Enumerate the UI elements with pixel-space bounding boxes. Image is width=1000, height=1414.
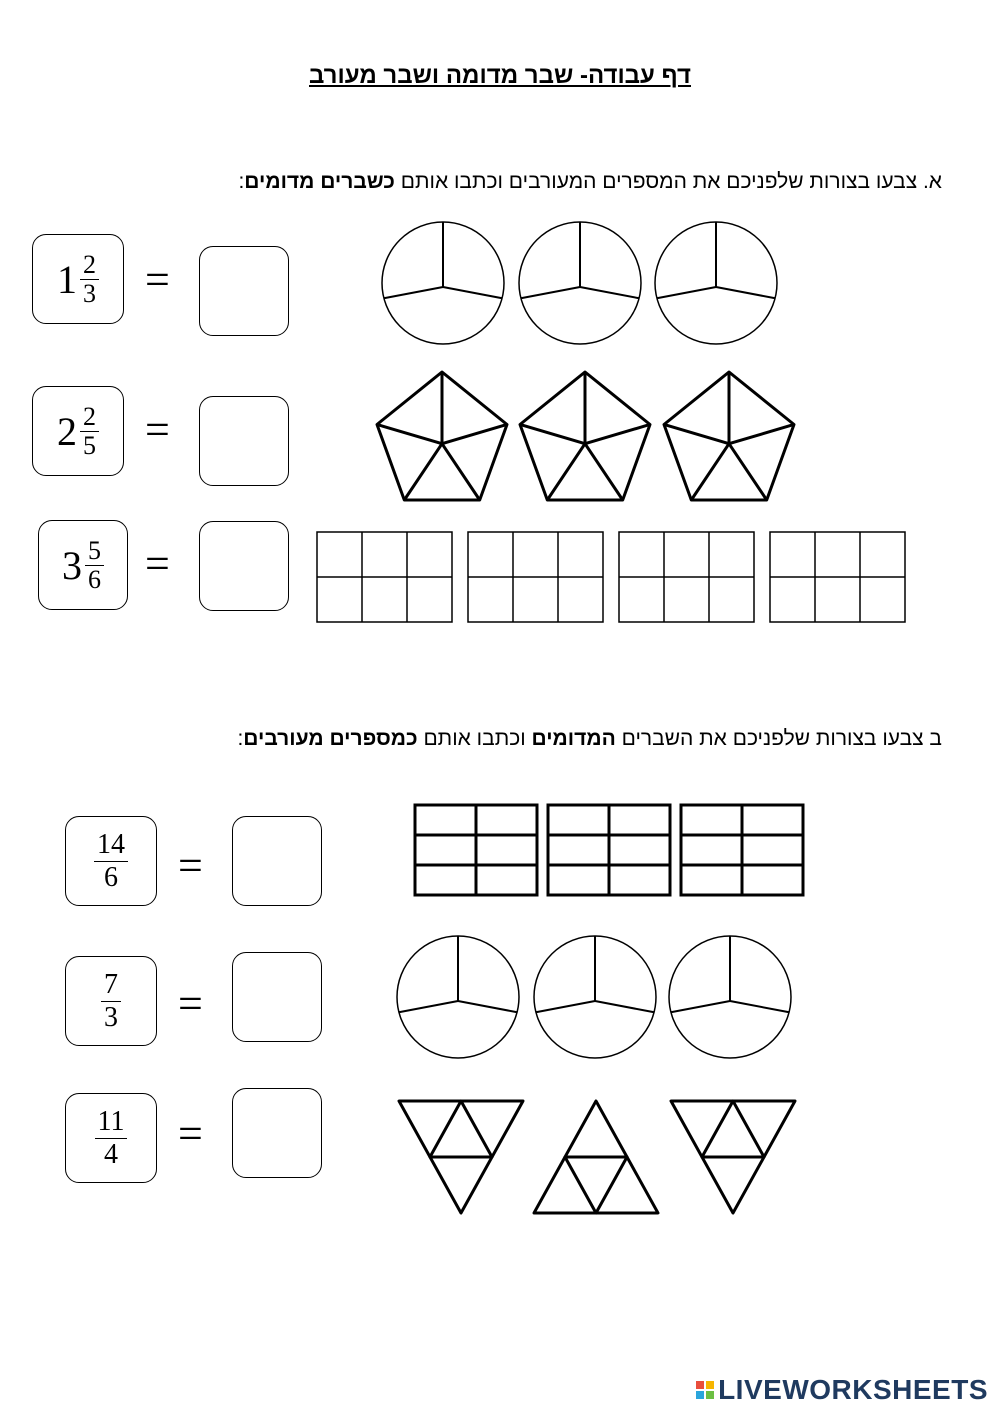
circle-thirds-shape[interactable] bbox=[397, 936, 519, 1058]
whole-part: 2 bbox=[57, 408, 77, 454]
rectangle-sixths-shape[interactable] bbox=[770, 532, 905, 622]
circle-thirds-shape[interactable] bbox=[534, 936, 656, 1058]
liveworksheets-logo bbox=[696, 1374, 988, 1406]
logo-text: LIVEWORKSHEETS bbox=[718, 1374, 988, 1405]
rectangle-sixths-shape[interactable] bbox=[415, 805, 537, 895]
pentagon-fifths-shape[interactable] bbox=[520, 372, 650, 500]
instruction-a-text: א. צבעו בצורות שלפניכם את המספרים המעורבים וכתבו אותם bbox=[394, 170, 942, 193]
instruction-b-text: ב צבעו בצורות שלפניכם את השברים bbox=[615, 727, 942, 750]
numerator: 11 bbox=[95, 1106, 128, 1139]
rectangle-sixths-shape[interactable] bbox=[681, 805, 803, 895]
instruction-b-bold-2: כמספרים מעורבים bbox=[243, 727, 418, 750]
numerator: 14 bbox=[94, 829, 128, 862]
denominator: 4 bbox=[104, 1138, 118, 1170]
circle-thirds-shape[interactable] bbox=[669, 936, 791, 1058]
instruction-a-colon: : bbox=[238, 170, 245, 193]
pentagon-fifths-shape[interactable] bbox=[377, 372, 507, 500]
numerator: 2 bbox=[80, 403, 99, 432]
equals-sign: = bbox=[145, 255, 170, 304]
numerator: 5 bbox=[85, 537, 104, 566]
denominator: 3 bbox=[83, 278, 96, 308]
rectangle-sixths-shape[interactable] bbox=[619, 532, 754, 622]
whole-part: 1 bbox=[57, 256, 77, 302]
circle-thirds-shape[interactable] bbox=[655, 222, 777, 344]
equals-sign: = bbox=[178, 979, 203, 1028]
instruction-b-text-2: וכתבו אותם bbox=[417, 727, 532, 750]
equals-sign: = bbox=[178, 841, 203, 890]
rectangle-sixths-shape[interactable] bbox=[548, 805, 670, 895]
numerator: 7 bbox=[101, 969, 121, 1002]
triangle-fourths-shape[interactable] bbox=[399, 1101, 523, 1213]
instruction-b-bold-1: המדומים bbox=[531, 727, 616, 750]
triangle-fourths-shape[interactable] bbox=[671, 1101, 795, 1213]
equals-sign: = bbox=[178, 1109, 203, 1158]
denominator: 6 bbox=[88, 564, 101, 594]
equals-sign: = bbox=[145, 405, 170, 454]
denominator: 3 bbox=[104, 1001, 118, 1033]
circle-thirds-shape[interactable] bbox=[519, 222, 641, 344]
rectangle-sixths-shape[interactable] bbox=[468, 532, 603, 622]
triangle-fourths-shape[interactable] bbox=[534, 1101, 658, 1213]
numerator: 2 bbox=[80, 251, 99, 280]
pentagon-fifths-shape[interactable] bbox=[664, 372, 794, 500]
denominator: 6 bbox=[104, 861, 118, 893]
circle-thirds-shape[interactable] bbox=[382, 222, 504, 344]
page-title: דף עבודה- שבר מדומה ושבר מעורב bbox=[309, 62, 691, 89]
rectangle-sixths-shape[interactable] bbox=[317, 532, 452, 622]
instruction-a-bold: כשברים מדומים bbox=[244, 170, 395, 193]
logo-squares-icon bbox=[696, 1381, 714, 1399]
denominator: 5 bbox=[83, 430, 96, 460]
equals-sign: = bbox=[145, 539, 170, 588]
whole-part: 3 bbox=[62, 542, 82, 588]
instruction-b-colon: : bbox=[237, 727, 244, 750]
